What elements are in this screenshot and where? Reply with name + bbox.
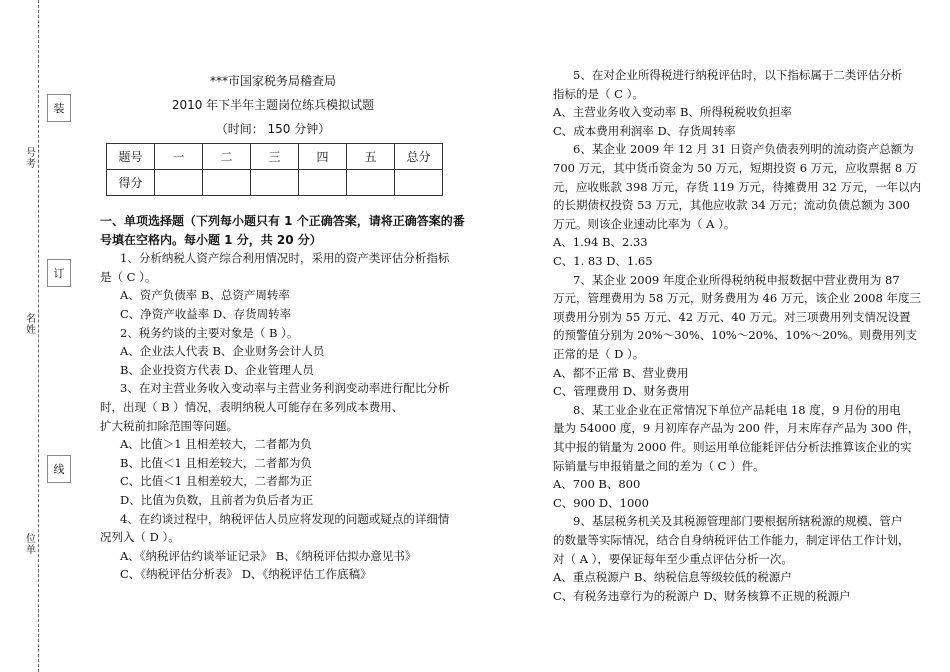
text-line: 700 万元，其中货币资金为 50 万元，短期投资 6 万元，应收票据 8 万 (553, 161, 918, 175)
score-cell (395, 170, 443, 196)
score-row-label: 得分 (107, 170, 155, 196)
text-line: 元，应收账款 398 万元，存货 119 万元，待摊费用 32 万元，一年以内 (553, 179, 921, 194)
text-line: B、比值＜1 且相差较大，二者都为负 (120, 455, 312, 470)
binding-mark-ding: 订 (47, 259, 71, 287)
text-line: 9、基层税务机关及其税源管理部门要根据所辖税源的规模、管户 (573, 514, 903, 529)
text-line: 时，出现（ B ）情况，表明纳税人可能存在多列成本费用、 (100, 400, 404, 414)
score-table (106, 143, 443, 196)
binding-dashed-line (38, 0, 39, 672)
text-line: C、成本费用利润率 D、存货周转率 (553, 123, 736, 138)
score-header-cell: 三 (251, 144, 299, 170)
score-header-cell: 总分 (395, 144, 443, 170)
text-line: 况列入（ D ）。 (100, 530, 180, 545)
text-line: A、700 B、800 (553, 477, 641, 492)
text-line: 2、税务约谈的主要对象是（ B ）。 (120, 325, 299, 340)
text-line: 量为 54000 度，9 月初库存产品为 200 件，月末库存产品为 300 件， (553, 421, 920, 436)
binding-mark-xian: 线 (47, 455, 71, 483)
score-header-cell: 题号 (107, 144, 155, 170)
text-line: A、企业法人代表 B、企业财务会计人员 (120, 344, 325, 359)
exam-time: （时间： 150 分钟） (215, 122, 331, 136)
score-header-cell: 五 (347, 144, 395, 170)
text-line: 号填在空格内。每小题 1 分，共 20 分） (100, 232, 322, 247)
text-line: A、1.94 B、2.33 (553, 235, 648, 250)
text-line: C、净资产收益率 D、存货周转率 (120, 307, 292, 321)
text-line: 正常的是（ D ）。 (553, 347, 645, 361)
score-header-cell: 四 (299, 144, 347, 170)
text-line: A、资产负债率 B、总资产周转率 (120, 288, 290, 303)
text-line: C、1. 83 D、1.65 (553, 254, 653, 268)
text-line: 5、在对企业所得税进行纳税评估时，以下指标属于二类评估分析 (573, 68, 903, 82)
text-line: 万元，管理费用为 58 万元，财务费用为 46 万元，该企业 2008 年度三 (553, 291, 921, 306)
text-line: 的长期债权投资 53 万元，其他应收款 34 万元；流动负债总额为 300 (553, 198, 910, 213)
text-line: C、有税务违章行为的税源户 D、财务核算不正规的税源户 (553, 588, 851, 603)
text-line: 的预警值分别为 20%～30%、10%～20%、10%～20%。则费用列支 (553, 328, 918, 343)
text-line: 1、分析纳税人资产综合利用情况时，采用的资产类评估分析指标 (120, 251, 450, 266)
text-line: 一、单项选择题（下列每小题只有 1 个正确答案，请将正确答案的番 (100, 214, 465, 228)
text-line: 指标的是（ C ）。 (553, 86, 644, 101)
text-line: C、900 D、1000 (553, 495, 649, 510)
text-line: B、企业投资方代表 D、企业管理人员 (120, 362, 314, 377)
text-line: 4、在约谈过程中，纳税评估人员应将发现的问题或疑点的详细情 (120, 511, 450, 526)
binding-mark-zhuang: 装 (47, 94, 71, 122)
score-cell (155, 170, 203, 196)
org-title: ***市国家税务局稽查局 (209, 74, 336, 88)
score-header-cell: 二 (203, 144, 251, 170)
text-line: 对（ A ），要保证每年至少重点评估分析一次。 (553, 551, 793, 566)
text-line: 3、在对主营业务收入变动率与主营业务利润变动率进行配比分析 (120, 381, 450, 396)
text-line: 其中报的销量为 2000 件。则运用单位能耗评估分析法推算该企业的实 (553, 440, 912, 454)
text-line: A、比值＞1 且相差较大，二者都为负 (120, 437, 312, 452)
text-line: A、重点税源户 B、纳税信息等级较低的税源户 (553, 570, 792, 585)
text-line: C、《纳税评估分析表》 D、《纳税评估工作底稿》 (120, 567, 372, 582)
score-cell (299, 170, 347, 196)
score-cell (251, 170, 299, 196)
exam-number-label: 号考 (26, 148, 36, 170)
text-line: 项费用分别为 55 万元、42 万元、40 万元。对三项费用列支情况设置 (553, 309, 911, 324)
text-line: 的数量等实际情况，结合自身纳税评估工作能力，制定评估工作计划， (553, 533, 910, 547)
text-line: C、比值＜1 且相差较大，二者都为正 (120, 474, 313, 489)
text-line: A、《纳税评估约谈举证记录》 B、《纳税评估拟办意见书》 (120, 548, 417, 563)
score-cell (347, 170, 395, 196)
unit-label: 位单 (26, 534, 36, 556)
text-line: 是（ C ）。 (100, 269, 157, 284)
text-line: 8、某工业企业在正常情况下单位产品耗电 18 度，9 月份的用电 (573, 402, 901, 417)
score-header-cell: 一 (155, 144, 203, 170)
text-line: C、管理费用 D、财务费用 (553, 384, 690, 399)
text-line: 万元。则该企业速动比率为（ A ）。 (553, 216, 736, 231)
text-line: 际销量与申报销量之间的差为（ C ）件。 (553, 458, 765, 473)
score-cell (203, 170, 251, 196)
text-line: A、都不正常 B、营业费用 (553, 365, 689, 380)
name-label: 名姓 (26, 314, 36, 336)
text-line: 7、某企业 2009 年度企业所得税纳税申报数据中营业费用为 87 (573, 272, 900, 287)
text-line: 6、某企业 2009 年 12 月 31 日资产负债表列明的流动资产总额为 (573, 142, 914, 157)
exam-title: 2010 年下半年主题岗位练兵模拟试题 (171, 98, 375, 112)
text-line: 扩大税前扣除范围等问题。 (100, 418, 238, 433)
text-line: D、比值为负数，且前者为负后者为正 (120, 493, 314, 507)
text-line: A、主营业务收入变动率 B、所得税税收负担率 (553, 105, 792, 120)
